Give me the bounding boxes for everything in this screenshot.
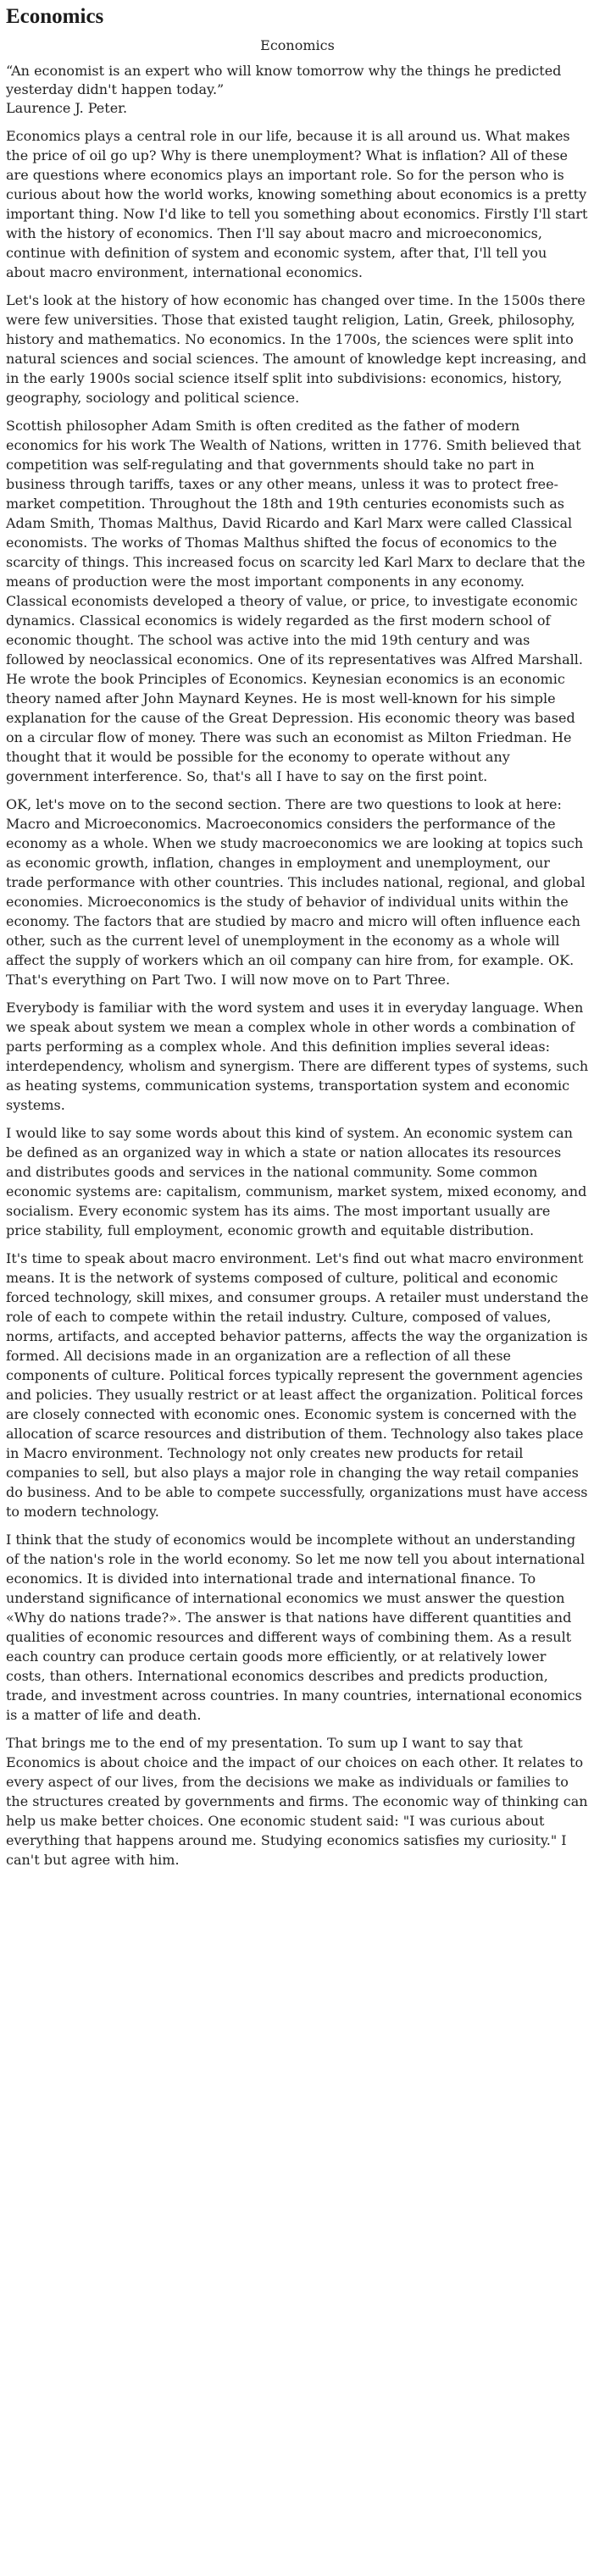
document-subtitle: Economics: [260, 37, 335, 53]
paragraph-macro-environment: It's time to speak about macro environment. Let's find out what macro environment means. It is the network of systems composed of culture, political and economic forced technology, skill mixes, and consumer groups. A retailer must understand the role of each to compete within the retail industry. Culture, composed of values, norms, artifacts, and accepted behavior patterns, affects the way the organization is formed. All decisions made in an organization are a reflection of all these components of culture. Political forces typically represent the government agencies and policies. They usually restrict or at least affect the organization. Political forces are closely connected with economic ones. Economic system is concerned with the allocation of scarce resources and distribution of them. Technology also takes place in Macro environment. Technology not only creates new products for retail companies to sell, but also plays a major role in changing the way retail companies do business. And to be able to compete successfully, organizations must have access to modern technology.: [6, 1250, 589, 1520]
page-title: Economics: [6, 5, 104, 28]
paragraph-history: Let's look at the history of how economic has changed over time. In the 1500s there were few universities. Those that existed taught religion, Latin, Greek, philosophy, history and mathematics. No economics. In the 1700s, the sciences were split into natural sciences and social sciences. The amount of knowledge kept increasing, and in the early 1900s social science itself split into subdivisions: economics, history, geography, sociology and political science.: [6, 292, 587, 406]
epigraph: [6, 62, 589, 118]
paragraph-economists: Scottish philosopher Adam Smith is often credited as the father of modern economics for his work The Wealth of Nations, written in 1776. Smith believed that competition was self-regulating and that governments should take no part in business through tariffs, taxes or any other means, unless it was to protect free-market competition. Throughout the 18th and 19th centuries economists such as Adam Smith, Thomas Malthus, David Ricardo and Karl Marx were called Classical economists. The works of Thomas Malthus shifted the focus of economics to the scarcity of things. This increased focus on scarcity led Karl Marx to declare that the means of production were the most important components in any economy. Classical economists developed a theory of value, or price, to investigate economic dynamics. Classical economics is widely regarded as the first modern school of economic thought. The school was active into the mid 19th century and was followed by neoclassical economics. One of its representatives was Alfred Marshall. He wrote the book Principles of Economics. Keynesian economics is an economic theory named after John Maynard Keynes. He is most well-known for his simple explanation for the cause of the Great Depression. His economic theory was based on a circular flow of money. There was such an economist as Milton Friedman. He thought that it would be possible for the economy to operate without any government interference. So, that's all I have to say on the first point.: [6, 418, 586, 784]
epigraph-text: “An economist is an expert who will know tomorrow why the things he predicted yesterday didn't happen today.”: [6, 63, 562, 97]
paragraph-international-economics: I think that the study of economics would be incomplete without an understanding of the nation's role in the world economy. So let me now tell you about international economics. It is divided into international trade and international finance. To understand significance of international economics we must answer the question «Why do nations trade?». The answer is that nations have different quantities and qualities of economic resources and different ways of combining them. As a result each country can produce certain goods more efficiently, or at relatively lower costs, than others. International economics describes and predicts production, trade, and investment across countries. In many countries, international economics is a matter of life and death.: [6, 1532, 586, 1723]
paragraph-system: Everybody is familiar with the word system and uses it in everyday language. When we speak about system we mean a complex whole in other words a combination of parts performing as a complex whole. And this definition implies several ideas: interdependency, wholism and synergism. There are different types of systems, such as heating systems, communication systems, transportation system and economic systems.: [6, 1000, 589, 1113]
paragraph-economic-system: I would like to say some words about this kind of system. An economic system can be defined as an organized way in which a state or nation allocates its resources and distributes goods and services in the national community. Some common economic systems are: capitalism, communism, market system, mixed economy, and socialism. Every economic system has its aims. The most important usually are price stability, full employment, economic growth and equitable distribution.: [6, 1125, 587, 1238]
paragraph-macro-micro: OK, let's move on to the second section. There are two questions to look at here: Macro and Microeconomics. Macroeconomics considers the performance of the economy as a whole. When we study macroeconomics we are looking at topics such as economic growth, inflation, changes in employment and unemployment, our trade performance with other countries. This includes national, regional, and global economies. Microeconomics is the study of behavior of individual units within the economy. The factors that are studied by macro and micro will often influence each other, such as the current level of unemployment in the economy as a whole will affect the supply of workers which an oil company can hire from, for example. OK. That's everything on Part Two. I will now move on to Part Three.: [6, 796, 586, 988]
paragraph-introduction: Economics plays a central role in our life, because it is all around us. What makes the price of oil go up? Why is there unemployment? What is inflation? All of these are questions where economics plays an important role. So for the person who is curious about how the world works, knowing something about economics is a pretty important thing. Now I'd like to tell you something about economics. Firstly I'll start with the history of economics. Then I'll say about macro and microeconomics, continue with definition of system and economic system, after that, I'll tell you about macro environment, international economics.: [6, 128, 588, 280]
paragraph-conclusion: That brings me to the end of my presentation. To sum up I want to say that Economics is about choice and the impact of our choices on each other. It relates to every aspect of our lives, from the decisions we make as individuals or families to the structures created by governments and firms. The economic way of thinking can help us make better choices. One economic student said: "I was curious about everything that happens around me. Studying economics satisfies my curiosity." I can't but agree with him.: [6, 1735, 588, 1868]
epigraph-author: Laurence J. Peter.: [6, 100, 128, 116]
